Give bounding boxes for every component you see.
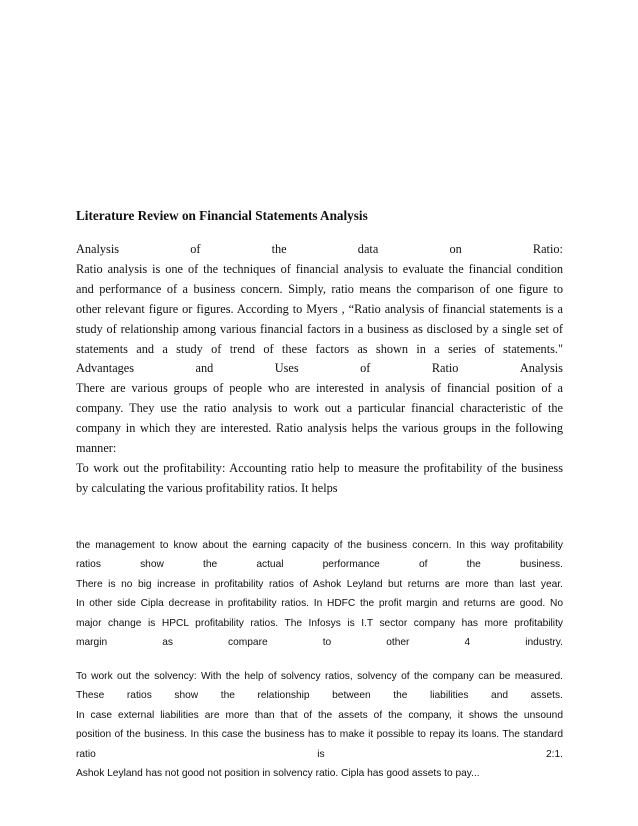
section-heading-advantages: Advantages and Uses of Ratio Analysis xyxy=(76,361,563,375)
paragraph-line: by calculating the various profitability ratios. It helps xyxy=(76,481,338,495)
section-ratio-analysis xyxy=(76,239,563,359)
paragraph-line: Ratio analysis is one of the techniques of financial analysis to evaluate the financial condition xyxy=(76,262,563,276)
paragraph-line: There are various groups of people who are interested in analysis of financial position of a xyxy=(76,381,563,395)
paragraph-line: major change is HPCL profitability ratios. The Infosys is I.T sector company has more profitability xyxy=(76,617,563,629)
paragraph-line: These ratios show the relationship between the liabilities and assets. xyxy=(76,690,563,702)
section-profitability-continued xyxy=(76,536,563,652)
paragraph-line: manner: xyxy=(76,441,117,455)
document-title: Literature Review on Financial Statements Analysis xyxy=(76,208,368,223)
paragraph-line: To work out the solvency: With the help of solvency ratios, solvency of the company can be measured. xyxy=(76,671,563,682)
paragraph-line: margin as compare to other 4 industry. xyxy=(76,637,563,649)
paragraph-line: position of the business. In this case the business has to make it possible to repay its loans. The standard xyxy=(76,729,563,741)
paragraph-line: other relevant figure or figures. According to Myers , “Ratio analysis of financial statements is a xyxy=(76,302,563,316)
paragraph-line: In case external liabilities are more than that of the assets of the company, it shows the unsound xyxy=(76,709,563,721)
section-profitability xyxy=(76,458,563,498)
section-advantages xyxy=(76,358,563,458)
paragraph-line: ratio is 2:1. xyxy=(76,748,563,760)
paragraph-line: company. They use the ratio analysis to work out a particular financial characteristic of the xyxy=(76,401,563,415)
paragraph-line: study of relationship among various financial factors in a business as disclosed by a single set of xyxy=(76,322,563,336)
paragraph-line: To work out the profitability: Accounting ratio help to measure the profitability of the business xyxy=(76,461,563,475)
paragraph-line: the management to know about the earning capacity of the business concern. In this way profitability xyxy=(76,540,563,551)
paragraph-line: ratios show the actual performance of the business. xyxy=(76,559,563,571)
paragraph-line: In other side Cipla decrease in profitability ratios. In HDFC the profit margin and returns are good. No xyxy=(76,598,563,610)
section-heading-ratio-analysis: Analysis of the data on Ratio: xyxy=(76,242,563,256)
paragraph-line: Ashok Leyland has not good not position in solvency ratio. Cipla has good assets to pay... xyxy=(76,768,480,780)
section-solvency xyxy=(76,667,563,783)
paragraph-line: statements and a study of trend of these factors as shown in a series of statements." xyxy=(76,342,563,356)
paragraph-line: company in which they are interested. Ratio analysis helps the various groups in the following xyxy=(76,421,563,435)
paragraph-line: There is no big increase in profitability ratios of Ashok Leyland but returns are more than last year. xyxy=(76,578,563,590)
paragraph-line: and performance of a business concern. Simply, ratio means the comparison of one figure to xyxy=(76,282,563,296)
